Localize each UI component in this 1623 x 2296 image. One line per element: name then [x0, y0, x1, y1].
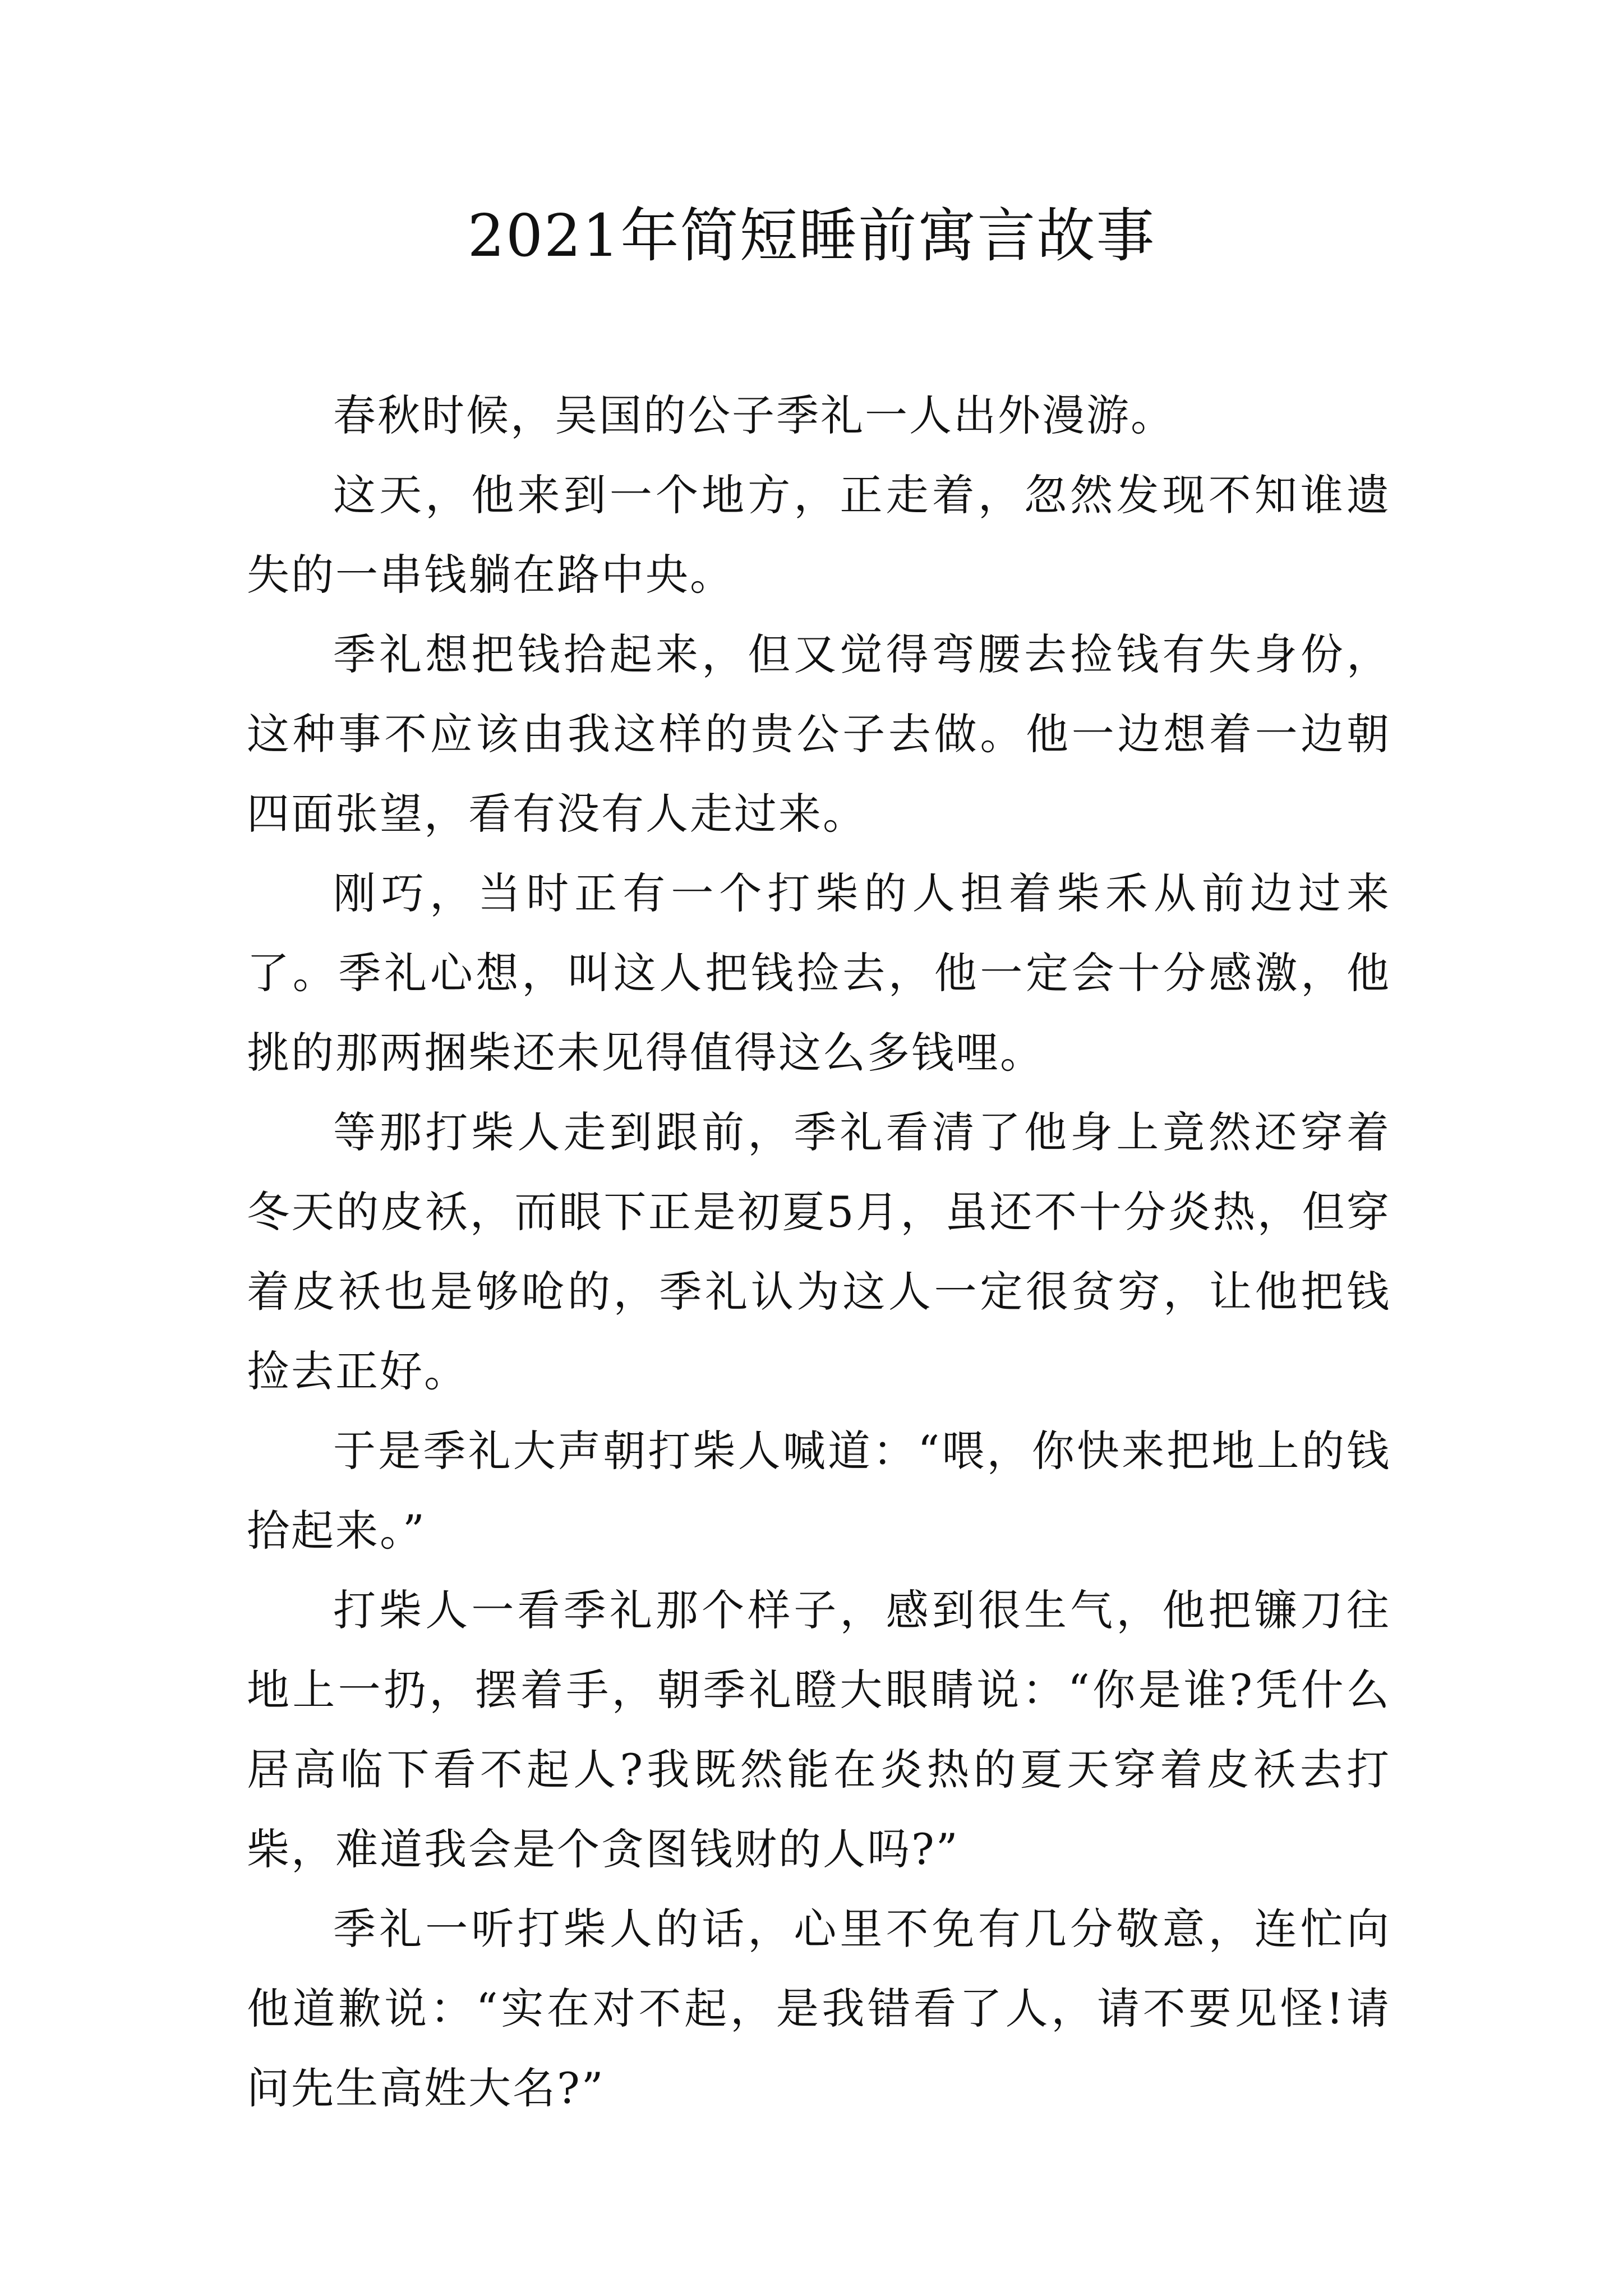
paragraph: 季礼想把钱拾起来，但又觉得弯腰去捡钱有失身份，这种事不应该由我这样的贵公子去做。他一边想着一边朝四面张望，看有没有人走过来。: [247, 629, 1391, 839]
document-title: 2021年简短睡前寓言故事: [467, 201, 1156, 270]
paragraph: 于是季礼大声朝打柴人喊道：“喂，你快来把地上的钱拾起来。”: [247, 1426, 1391, 1556]
paragraph: 这天，他来到一个地方，正走着，忽然发现不知谁遗失的一串钱躺在路中央。: [247, 470, 1391, 600]
paragraph: 春秋时候，吴国的公子季礼一人出外漫游。: [333, 390, 1175, 440]
paragraph: 等那打柴人走到跟前，季礼看清了他身上竟然还穿着冬天的皮袄，而眼下正是初夏5月，虽还不十分炎热，但穿着皮袄也是够呛的，季礼认为这人一定很贫穷，让他把钱捡去正好。: [247, 1107, 1391, 1396]
paragraph: 季礼一听打柴人的话，心里不免有几分敬意，连忙向他道歉说：“实在对不起，是我错看了人，请不要见怪!请问先生高姓大名?”: [247, 1904, 1391, 2113]
paragraph: 刚巧，当时正有一个打柴的人担着柴禾从前边过来了。季礼心想，叫这人把钱捡去，他一定会十分感激，他挑的那两捆柴还未见得值得这么多钱哩。: [247, 868, 1391, 1078]
document-body: [247, 376, 1391, 2128]
paragraph: 打柴人一看季礼那个样子，感到很生气，他把镰刀往地上一扔，摆着手，朝季礼瞪大眼睛说：“你是谁?凭什么居高临下看不起人?我既然能在炎热的夏天穿着皮袄去打柴，难道我会是个贪图钱财的人吗?”: [247, 1585, 1391, 1874]
